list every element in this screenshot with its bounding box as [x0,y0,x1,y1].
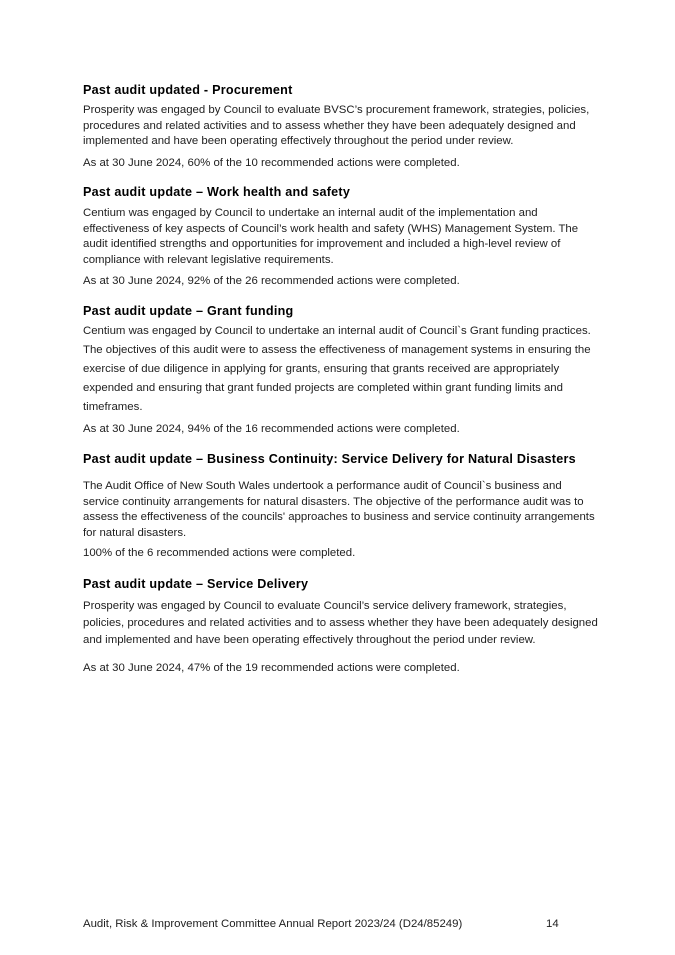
section-heading: Past audit update – Business Continuity: Service Delivery for Natural Disasters [83,452,576,466]
audit-section-grant-funding [83,303,598,438]
section-heading: Past audit update – Work health and safety [83,185,351,199]
audit-section-business-continuity [83,451,598,562]
section-body: The Audit Office of New South Wales undertook a performance audit of Council`s business and service continuity arrangements for natural disasters. The objective of the performance audit was to assess the effectiveness of the councils' approaches to business and service continuity arrangements for natural disasters. [83,480,595,539]
section-status: 100% of the 6 recommended actions were completed. [83,547,356,559]
section-heading: Past audit update – Service Delivery [83,576,309,591]
section-status: As at 30 June 2024, 60% of the 10 recommended actions were completed. [83,156,460,169]
section-status: As at 30 June 2024, 94% of the 16 recommended actions were completed. [83,422,460,435]
section-heading: Past audit updated - Procurement [83,83,293,97]
section-status: As at 30 June 2024, 47% of the 19 recommended actions were completed. [83,662,460,675]
section-body: Centium was engaged by Council to undertake an internal audit of Council`s Grant funding practices. The objectives of this audit were to assess the effectiveness of management systems in ensuring the exercise of due diligence in applying for grants, ensuring that grants received are appropriately expended and ensuring that grant funded projects are completed within grant funding limits and timeframes. [83,324,591,413]
page-footer [83,917,598,931]
page-number: 14 [546,918,559,930]
footer-title: Audit, Risk & Improvement Committee Annual Report 2023/24 (D24/85249) [83,918,463,930]
audit-section-service-delivery [83,576,598,677]
audit-section-work-health-safety [83,184,598,290]
section-body: Prosperity was engaged by Council to evaluate BVSC’s procurement framework, strategies, policies, procedures and related activities and to assess whether they have been adequately designed and implemented and have been operating effectively throughout the period under review. [83,104,590,147]
section-body: Prosperity was engaged by Council to evaluate Council’s service delivery framework, strategies, policies, procedures and related activities and to assess whether they have been adequately designed and implemented and have been operating effectively throughout the period under review. [83,599,598,647]
document-content [83,82,598,677]
section-body: Centium was engaged by Council to undertake an internal audit of the implementation and effectiveness of key aspects of Council’s work health and safety (WHS) Management System. The audit identified strengths and opportunities for improvement and included a high-level review of compliance with relevant legislative requirements. [83,207,579,266]
section-heading: Past audit update – Grant funding [83,303,294,318]
audit-section-procurement [83,82,598,171]
section-status: As at 30 June 2024, 92% of the 26 recommended actions were completed. [83,275,460,287]
